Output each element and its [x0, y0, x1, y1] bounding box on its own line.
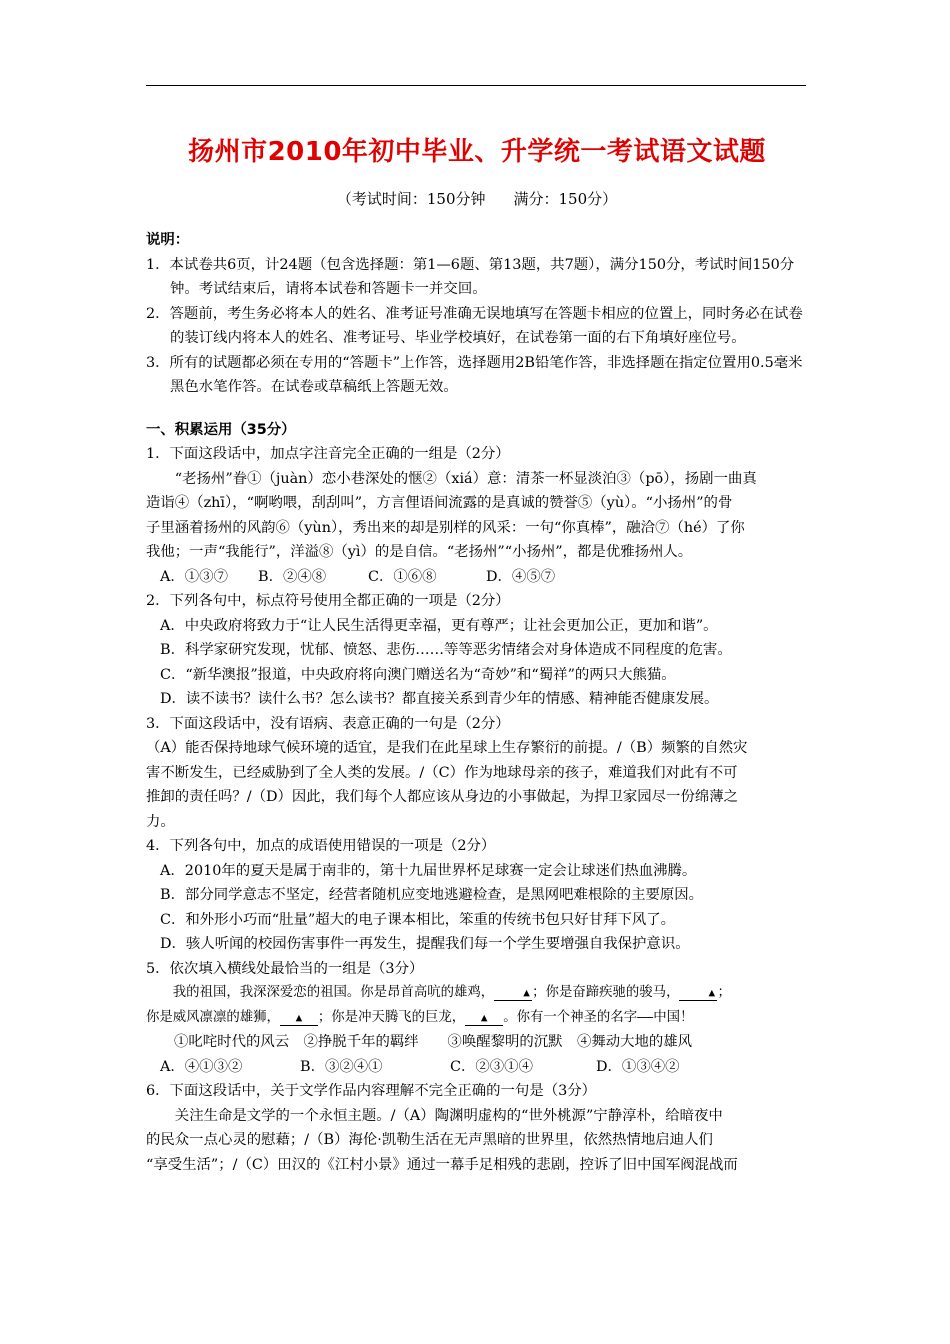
question-5-choices: ①叱咤时代的风云 ②挣脱千年的羁绊 ③唤醒黎明的沉默 ④舞动大地的雄风	[174, 1034, 693, 1050]
question-2-stem: 2．下列各句中，标点符号使用全都正确的一项是（2分）	[146, 593, 510, 609]
exam-time: （考试时间：150分钟	[336, 190, 486, 208]
question-1-options	[146, 565, 808, 590]
question-4-option-b[interactable]: B．部分同学意志不坚定，经营者随机应变地逃避检查，是黑网吧难根除的主要原因。	[160, 887, 704, 903]
question-5-poem-line	[146, 981, 808, 1006]
question-1-stem: 1．下面这段话中，加点字注音完全正确的一组是（2分）	[146, 446, 510, 462]
question-4-option-d[interactable]: D．骇人听闻的校园伤害事件一再发生，提醒我们每一个学生要增强自我保护意识。	[160, 936, 690, 952]
question-6-stem: 6．下面这段话中，关于文学作品内容理解不完全正确的一句是（3分）	[146, 1083, 597, 1099]
question-2-option-d[interactable]: D．读不读书？读什么书？怎么读书？都直接关系到青少年的情感、精神能否健康发展。	[160, 691, 719, 707]
instructions	[146, 228, 808, 400]
question-1-text-line: “老扬州”眷①（juàn）恋小巷深处的惬②（xiá）意：清茶一杯显淡泊③（pō），扬剧一曲真	[174, 470, 757, 487]
poem-text: ；你是奋蹄疾驰的骏马，	[532, 985, 680, 1000]
option-b[interactable]: B．③②④①	[300, 1058, 383, 1075]
option-b[interactable]: B．②④⑧	[258, 568, 327, 585]
question-3-text-line: 力。	[146, 813, 175, 830]
question-1-text-line: 我他；一声“我能行”，洋溢⑧（yì）的是自信。“老扬州”“小扬州”，都是优雅扬州人。	[146, 544, 693, 560]
question-2-option-a[interactable]: A．中央政府将致力于“让人民生活得更幸福，更有尊严；让社会更加公正，更加和谐”。	[160, 617, 718, 634]
answer-blank[interactable]: ▲	[494, 986, 532, 1001]
question-3-text-line: 推卸的责任吗？/（D）因此，我们每个人都应该从身边的小事做起，为捍卫家园尽一份绵薄之	[146, 789, 739, 805]
question-4-option-a[interactable]: A．2010年的夏天是属于南非的，第十九届世界杯足球赛一定会让球迷们热血沸腾。	[160, 862, 697, 879]
answer-blank[interactable]: ▲	[679, 986, 717, 1001]
option-c[interactable]: C．②③①④	[450, 1058, 533, 1075]
option-a[interactable]: A．①③⑦	[160, 568, 228, 585]
exam-title: 扬州市2010年初中毕业、升学统一考试语文试题	[188, 137, 766, 167]
instruction-item: 2．答题前，考生务必将本人的姓名、准考证号准确无误地填写在答题卡相应的位置上，同时务必在试卷的装订线内将本人的姓名、准考证号、毕业学校填好，在试卷第一面的右下角填好座位号。	[146, 305, 803, 346]
question-3-text-line: （A）能否保持地球气候环境的适宜，是我们在此星球上生存繁衍的前提。/（B）频繁的自然灾	[146, 740, 748, 756]
question-4-option-c[interactable]: C．和外形小巧而“肚量”超大的电子课本相比，笨重的传统书包只好甘拜下风了。	[160, 911, 676, 928]
section-1	[146, 418, 808, 1178]
question-1-text-line: 子里涵着扬州的风韵⑥（yùn），秀出来的却是别样的风采：一句“你真棒”，融洽⑦（hé）了你	[146, 519, 745, 536]
question-1-text-line: 造诣④（zhī），“啊哟喂，刮刮叫”，方言俚语间流露的是真诚的赞誉⑤（yù）。“小扬州”的骨	[146, 495, 733, 511]
question-6-text-line: 的民众一点心灵的慰藉；/（B）海伦·凯勒生活在无声黑暗的世界里，依然热情地启迪人们	[146, 1132, 713, 1148]
question-2-option-c[interactable]: C．“新华澳报”报道，中央政府将向澳门赠送名为“奇妙”和“蜀祥”的两只大熊猫。	[160, 666, 676, 683]
poem-text: 。你有一个神圣的名字——中国！	[503, 1009, 694, 1025]
question-6-text-line: 关注生命是文学的一个永恒主题。/（A）陶渊明虚构的“世外桃源”宁静淳朴，给暗夜中	[174, 1107, 723, 1124]
poem-text: ；你是冲天腾飞的巨龙，	[317, 1009, 466, 1025]
exam-subtitle	[146, 186, 808, 212]
poem-text: 我的祖国，我深深爱恋的祖国。你是昂首高吭的雄鸡，	[172, 985, 495, 1000]
section-heading: 一、积累运用（35分）	[146, 421, 296, 438]
instructions-heading: 说明：	[146, 232, 190, 248]
option-d[interactable]: D．④⑤⑦	[486, 568, 556, 585]
poem-text: 你是威风凛凛的雄狮，	[146, 1009, 280, 1025]
question-5-poem-line	[146, 1006, 808, 1031]
question-4-stem: 4．下列各句中，加点的成语使用错误的一项是（2分）	[146, 838, 496, 854]
answer-blank[interactable]: ▲	[280, 1011, 318, 1026]
exam-score: 满分：150分）	[513, 190, 618, 208]
question-5-stem: 5．依次填入横线处最恰当的一组是（3分）	[146, 960, 424, 977]
question-3-stem: 3．下面这段话中，没有语病、表意正确的一句是（2分）	[146, 715, 510, 732]
option-c[interactable]: C．①⑥⑧	[368, 568, 437, 585]
instruction-item: 3．所有的试题都必须在专用的“答题卡”上作答，选择题用2B铅笔作答，非选择题在指定位置用0.5毫米黑色水笔作答。在试卷或草稿纸上答题无效。	[146, 354, 803, 395]
question-3-text-line: 害不断发生，已经威胁到了全人类的发展。/（C）作为地球母亲的孩子，难道我们对此有不可	[146, 764, 738, 781]
question-5-options	[146, 1055, 808, 1080]
instruction-item: 1．本试卷共6页，计24题（包含选择题：第1—6题、第13题，共7题），满分150分，考试时间150分钟。考试结束后，请将本试卷和答题卡一并交回。	[146, 256, 795, 297]
question-6-text-line: “享受生活”；/（C）田汉的《江村小景》通过一幕手足相残的悲剧，控诉了旧中国军阀混战而	[146, 1156, 738, 1173]
header-rule	[146, 85, 806, 86]
answer-blank[interactable]: ▲	[465, 1011, 503, 1026]
poem-text: ；	[717, 985, 731, 1000]
option-a[interactable]: A．④①③②	[160, 1058, 243, 1075]
exam-content	[146, 130, 808, 1177]
question-2-option-b[interactable]: B．科学家研究发现，忧郁、愤怒、悲伤……等等恶劣情绪会对身体造成不同程度的危害。	[160, 642, 732, 658]
option-d[interactable]: D．①③④②	[596, 1058, 680, 1075]
